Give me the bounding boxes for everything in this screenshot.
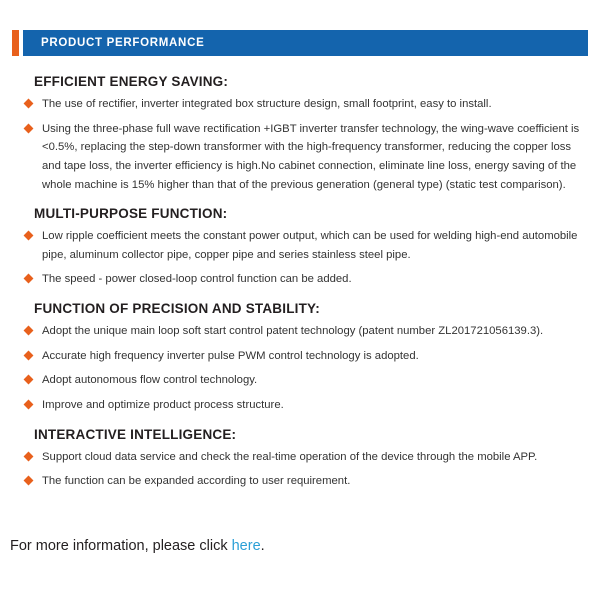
here-link[interactable]: here (231, 538, 261, 554)
list-item-text: Using the three-phase full wave rectification +IGBT inverter transfer technology, the wing-wave coefficient is <0.5%, replacing the step-down transformer with the high-frequency transformer, reducing the copper loss and tape loss, the inverter efficiency is high.No cabinet connection, eliminate line loss, energy saving of the whole machine is 15% higher than that of the previous generation (general type) (static test comparison). (42, 122, 580, 191)
list-item-text: Accurate high frequency inverter pulse PWM control technology is adopted. (42, 349, 419, 362)
diamond-bullet-icon (24, 326, 34, 336)
diamond-bullet-icon (24, 451, 34, 461)
footer-text-before: For more information, please click (10, 538, 232, 554)
list-item (12, 95, 588, 114)
bullet-list (12, 322, 588, 415)
list-item (12, 396, 588, 415)
diamond-bullet-icon (24, 399, 34, 409)
section-multi-purpose-function (12, 206, 588, 289)
section-title: FUNCTION OF PRECISION AND STABILITY: (34, 301, 320, 316)
list-item-text: Support cloud data service and check the real-time operation of the device through the mobile APP. (42, 450, 538, 463)
banner-title: PRODUCT PERFORMANCE (41, 37, 205, 49)
list-item (12, 347, 588, 366)
diamond-bullet-icon (24, 476, 34, 486)
section-function-of-precision-and-stability (12, 301, 588, 415)
section-title: EFFICIENT ENERGY SAVING: (34, 74, 229, 89)
list-item-text: Adopt autonomous flow control technology. (42, 374, 258, 387)
bullet-list (12, 448, 588, 491)
list-item-text: The use of rectifier, inverter integrated box structure design, small footprint, easy to install. (42, 98, 492, 110)
banner-bar (23, 30, 588, 56)
footer-more-information (10, 538, 590, 554)
list-item-text: Adopt the unique main loop soft start control patent technology (patent number ZL201721056139.3). (42, 325, 544, 337)
bullet-list (12, 95, 588, 194)
banner-accent-bar (12, 30, 19, 56)
list-item-text: Low ripple coefficient meets the constant power output, which can be used for welding high-end automobile pipe, aluminum collector pipe, copper pipe and series stainless steel pipe. (42, 230, 578, 261)
list-item (12, 227, 588, 264)
content-body (12, 62, 588, 497)
diamond-bullet-icon (24, 274, 34, 284)
diamond-bullet-icon (24, 99, 34, 109)
list-item (12, 120, 588, 195)
section-title: MULTI-PURPOSE FUNCTION: (34, 206, 228, 222)
list-item (12, 448, 588, 467)
list-item (12, 472, 588, 491)
list-item-text: The speed - power closed-loop control function can be added. (42, 273, 352, 286)
list-item (12, 322, 588, 341)
list-item (12, 270, 588, 289)
bullet-list (12, 227, 588, 289)
section-efficient-energy-saving (12, 74, 588, 194)
list-item-text: The function can be expanded according to user requirement. (42, 475, 351, 488)
diamond-bullet-icon (24, 375, 34, 385)
diamond-bullet-icon (24, 231, 34, 241)
section-interactive-intelligence (12, 427, 588, 491)
list-item-text: Improve and optimize product process structure. (42, 398, 284, 411)
list-item (12, 371, 588, 390)
diamond-bullet-icon (24, 123, 34, 133)
diamond-bullet-icon (24, 350, 34, 360)
footer-text-after: . (260, 538, 265, 554)
section-title: INTERACTIVE INTELLIGENCE: (34, 426, 237, 442)
product-performance-banner (12, 30, 588, 56)
